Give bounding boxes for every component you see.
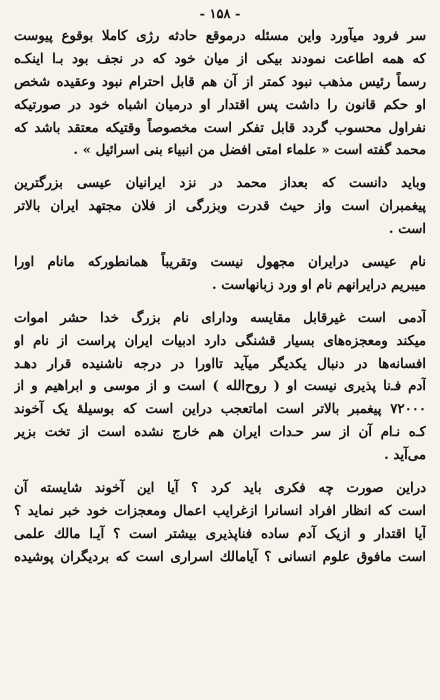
paragraph-3 [14, 252, 426, 298]
paragraph-4 [14, 308, 426, 468]
text-line: افسانه‌ها در دنبال یکدیگر میآید تااورا در درجه ناشنیده قرار دهـ‌د [14, 356, 426, 372]
text-line: ۷۲۰۰۰ پیغمبر بالاتر است اماتعجب دراین است که بوسیلۀ یک آخوند [14, 402, 426, 418]
text-line: دراین صورت چه فکری باید کرد ؟ آیا این آخوند شایسته آن [14, 481, 426, 497]
page-number: - ۱۵۸ - [199, 7, 241, 22]
paragraph-1 [14, 26, 426, 163]
paragraph-gap [14, 468, 426, 478]
text-line: کـ‌ه نـ‌ام آن از سر حـ‌دات ایران هم خارج نشده است از تخت بزیر [14, 425, 426, 441]
paragraph-gap [14, 163, 426, 173]
text-line: میبریم درایرانهم نام او ورد زبانهاست . [211, 277, 426, 293]
paragraph-gap [14, 298, 426, 308]
text-line: است مافوق علوم انسانی ؟ آیامالك اسراری است که بردیگران پوشیده [14, 549, 426, 565]
text-line: سر فرود میآورد واین مسئله درموقع حادثه رژی کاملا بوقوع پیوست [14, 29, 426, 44]
text-line: محمد گفته است « علماء امتی افضل من انبیاء بنی اسرائیل » . [73, 143, 426, 159]
text-line: وباید دانست که بعداز محمد در نزد ایرانیان عیسی بزرگترین [14, 176, 426, 192]
text-line: است . [388, 222, 426, 238]
text-line: می‌آید . [384, 448, 426, 464]
text-line: پیغمبران است واز حیث قدرت وبزرگی از فلان مجتهد ایران بالاتر [14, 199, 426, 215]
text-line: آدمی است غیرقابل مقایسه ودارای نام بزرگ خدا حشر اموات [14, 310, 426, 326]
paragraph-5 [14, 478, 426, 570]
text-line: آیا اقتدار و ازیک آدم ساده فناپذیری بیشتر است ؟ آیـ‌ا مالك علمی [14, 526, 426, 542]
text-line: رسماً رئیس مذهب نبود کمتر از آن هم قابل احترام نبود وعقیده شخص [14, 74, 426, 90]
text-line: آدم فـ‌نا پذیری نیست او ( روح‌الله ) است و از موسی و ابراهیم و از [14, 379, 426, 395]
paragraph-2 [14, 173, 426, 242]
text-line: میکند ومعجزه‌های بسیار قشنگی دارد ادبیات ایران پراست از نام او [14, 333, 426, 349]
text-line: نفراول محسوب گردد قابل تفکر است مخصوصاً وقتیکه معتقد باشد که [14, 120, 426, 136]
text-line: نام عیسی درایران مجهول نیست وتقریباً همانطورکه مانام اورا [14, 255, 426, 271]
text-line: که همه اطاعت نمودند بیکی از میان خود که در نجف بود بـ‌ا اینکـ‌ه [14, 51, 426, 67]
text-line: او حکم قانون را داشت پس اقتدار او درمیان اشباه خود در صورتیکه [14, 97, 426, 113]
text-line: است که انظار افراد انسانرا ازغرایب اعمال ومعجزات خود خبر نماید ؟ [14, 503, 426, 519]
paragraph-gap [14, 242, 426, 252]
